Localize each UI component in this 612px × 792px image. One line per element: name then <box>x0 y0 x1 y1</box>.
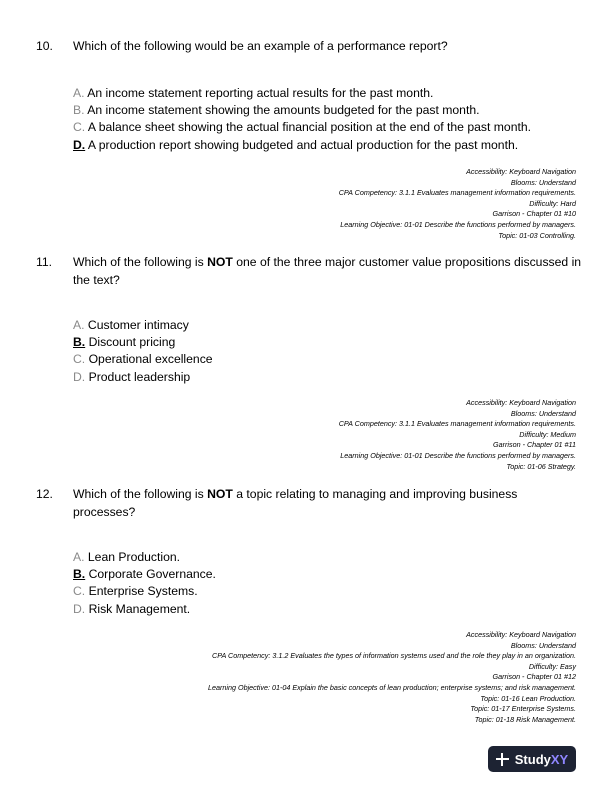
choice-c: C. Operational excellence <box>73 352 213 367</box>
logo-text: StudyXY <box>514 751 569 767</box>
question-metadata: Accessibility: Keyboard Navigation Blooms: Understand CPA Competency: 3.1.2 Evaluates the types of information systems used and the role they play in an organization. Difficulty: Easy Garrison - Chapter 01 #12 Learning Objective: 01-04 Explain the basic concepts of lean production; enterprise systems; and risk management. Topic: 01-16 Lean Production. Topic: 01-17 Enterprise Systems. Topic: 01-18 Risk Management. <box>208 630 576 724</box>
answer-choices <box>73 317 213 386</box>
question-text: Which of the following is NOT one of the three major customer value propositions discussed in the text? <box>73 255 582 287</box>
question-metadata: Accessibility: Keyboard Navigation Blooms: Understand CPA Competency: 3.1.1 Evaluates management information requirements. Difficulty: Hard Garrison - Chapter 01 #10 Learning Objective: 01-01 Describe the functions performed by managers. Topic: 01-03 Controlling. <box>338 167 576 240</box>
choice-c: C. A balance sheet showing the actual financial position at the end of the past month. <box>73 120 532 135</box>
choice-b-correct: B. Corporate Governance. <box>73 567 216 582</box>
choice-b: B. An income statement showing the amounts budgeted for the past month. <box>73 103 480 118</box>
question-text: Which of the following is NOT a topic relating to managing and improving business processes? <box>73 487 518 519</box>
question-number: 11. <box>36 255 53 269</box>
choice-d: D. Product leadership <box>73 369 191 384</box>
choice-d: D. Risk Management. <box>73 601 191 616</box>
plus-icon <box>496 753 509 766</box>
studyxy-logo <box>488 746 576 772</box>
choice-b-correct: B. Discount pricing <box>73 335 176 350</box>
answer-choices <box>73 549 216 618</box>
choice-a: A. Customer intimacy <box>73 318 189 332</box>
choice-a: A. An income statement reporting actual results for the past month. <box>73 86 434 100</box>
question-metadata: Accessibility: Keyboard Navigation Blooms: Understand CPA Competency: 3.1.1 Evaluates management information requirements. Difficulty: Medium Garrison - Chapter 01 #11 Learning Objective: 01-01 Describe the functions performed by managers. Topic: 01-06 Strategy. <box>338 398 576 471</box>
question-number: 10. <box>36 39 53 53</box>
question-text: Which of the following would be an example of a performance report? <box>73 39 448 53</box>
choice-c: C. Enterprise Systems. <box>73 584 198 599</box>
choice-d-correct: D. A production report showing budgeted and actual production for the past month. <box>73 137 519 152</box>
question-number: 12. <box>36 487 53 501</box>
choice-a: A. Lean Production. <box>73 550 181 564</box>
answer-choices <box>73 85 531 154</box>
